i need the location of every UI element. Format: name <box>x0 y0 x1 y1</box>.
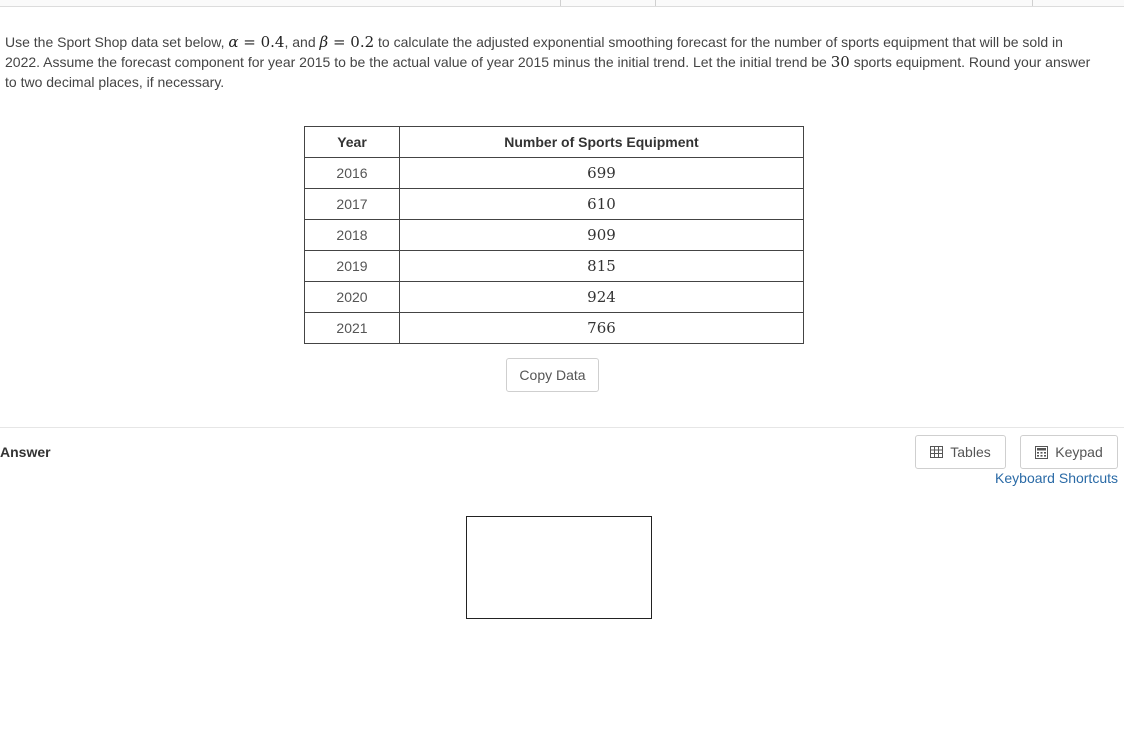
alpha-value: = 0.4 <box>238 33 285 51</box>
alpha-symbol: α <box>228 33 239 51</box>
keypad-button[interactable] <box>1020 435 1118 469</box>
tables-label: Tables <box>950 444 991 460</box>
year-cell: 2016 <box>305 158 400 189</box>
question-part: , and <box>284 34 320 50</box>
alpha-expression <box>228 33 284 51</box>
question-part: Use the Sport Shop data set below, <box>5 34 229 50</box>
tables-button[interactable] <box>915 435 1006 469</box>
question-part: to calculate the adjusted exponential smoothing forecast for the number of sports equipment that will be sold in 2022. Assume the forecast component for year 2015 to be the actual value of year 2015 minus the initial trend. Let the initial trend be <box>5 34 1063 70</box>
table-row <box>305 282 804 313</box>
toolbar-divider <box>655 0 656 6</box>
keyboard-shortcuts-link[interactable]: Keyboard Shortcuts <box>995 470 1118 486</box>
toolbar-divider <box>560 0 561 6</box>
keypad-label: Keypad <box>1055 444 1103 460</box>
answer-input-box[interactable] <box>466 516 652 619</box>
value-cell: 909 <box>400 220 804 251</box>
table-header-row <box>305 127 804 158</box>
column-header-year: Year <box>305 127 400 158</box>
table-row <box>305 220 804 251</box>
toolbar-divider <box>1032 0 1033 6</box>
sport-shop-data-table <box>304 126 804 344</box>
year-cell: 2019 <box>305 251 400 282</box>
question-text <box>5 32 1095 92</box>
copy-data-button[interactable] <box>506 358 599 392</box>
year-cell: 2017 <box>305 189 400 220</box>
table-row <box>305 189 804 220</box>
value-cell: 766 <box>400 313 804 344</box>
beta-value: = 0.2 <box>328 33 375 51</box>
value-cell: 699 <box>400 158 804 189</box>
beta-symbol: β <box>319 33 329 51</box>
year-cell: 2021 <box>305 313 400 344</box>
table-row <box>305 251 804 282</box>
table-row <box>305 313 804 344</box>
table-row <box>305 158 804 189</box>
year-cell: 2018 <box>305 220 400 251</box>
column-header-equipment: Number of Sports Equipment <box>400 127 804 158</box>
answer-label: Answer <box>0 444 51 460</box>
top-toolbar-strip <box>0 0 1124 7</box>
question-part: sports equipment. Round your answer to two decimal places, if necessary. <box>5 54 1091 90</box>
section-divider <box>0 427 1124 428</box>
copy-data-label: Copy Data <box>519 367 586 383</box>
value-cell: 610 <box>400 189 804 220</box>
beta-expression <box>320 33 375 51</box>
value-cell: 815 <box>400 251 804 282</box>
year-cell: 2020 <box>305 282 400 313</box>
keypad-icon <box>1035 446 1048 459</box>
initial-trend-value: 30 <box>830 53 850 71</box>
value-cell: 924 <box>400 282 804 313</box>
table-grid-icon <box>930 446 943 458</box>
